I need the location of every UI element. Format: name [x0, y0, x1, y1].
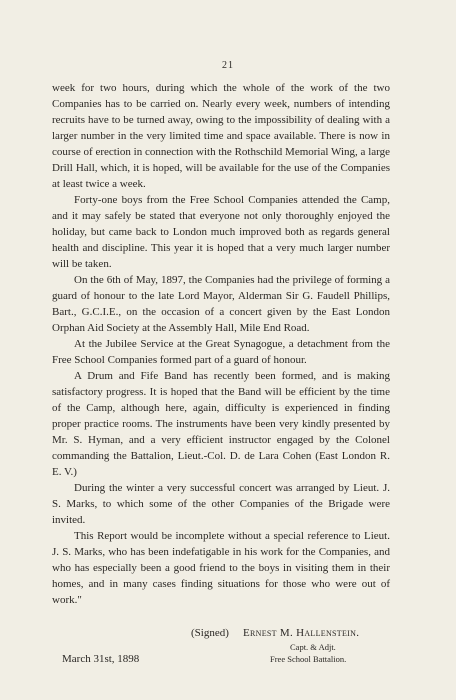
paragraph: During the winter a very successful concert was arranged by Lieut. J. S. Marks, to which some of the other Companies of the Brigade were invited. — [52, 482, 390, 526]
paragraph: week for two hours, during which the whole of the work of the two Companies has to be carried on. Nearly every week, numbers of intending recruits have to be turned away, owing to the impossibility of dealing with a larger number in the very limited time and space available. There is now in course of erection in connection with the Rothschild Memorial Wing, a large Drill Hall, which, it is hoped, will be available for the use of the Companies at least twice a week. — [52, 82, 390, 190]
signatory-unit: Free School Battalion. — [270, 654, 347, 664]
signatory-title: Capt. & Adjt. — [290, 642, 336, 652]
paragraph: This Report would be incomplete without a special reference to Lieut. J. S. Marks, who has been indefatigable in his work for the Companies, and who has especially been a good friend to the boys in visiting them in their homes, and in many cases finding situations for those who were out of work." — [52, 530, 390, 606]
paragraph: Forty-one boys from the Free School Companies attended the Camp, and it may safely be stated that everyone not only thoroughly enjoyed the holiday, but came back to London much improved both as regards general health and discipline. This year it is hoped that a very much larger number will be taken. — [52, 194, 390, 270]
paragraph: A Drum and Fife Band has recently been formed, and is making satisfactory progress. It is hoped that the Band will be efficient by the time of the Camp, although here, again, difficulty is experienced in finding proper practice rooms. The instruments have been very kindly presented by Mr. S. Hyman, and a very efficient instructor engaged by the Colonel commanding the Battalion, Lieut.-Col. D. de Lara Cohen (East London R. E. V.) — [52, 370, 390, 478]
signed-label: (Signed) — [191, 627, 229, 639]
paragraph: At the Jubilee Service at the Great Synagogue, a detachment from the Free School Companies formed part of a guard of honour. — [52, 338, 390, 366]
report-date: March 31st, 1898 — [62, 653, 140, 665]
paragraph: On the 6th of May, 1897, the Companies had the privilege of forming a guard of honour to the late Lord Mayor, Alderman Sir G. Faudell Phillips, Bart., G.C.I.E., on the occasion of a concert given by the East London Orphan Aid Society at the Assembly Hall, Mile End Road. — [52, 274, 390, 334]
page-number: 21 — [222, 60, 234, 71]
body-text — [52, 80, 390, 608]
signatory-name: Ernest M. Hallenstein. — [243, 627, 360, 639]
